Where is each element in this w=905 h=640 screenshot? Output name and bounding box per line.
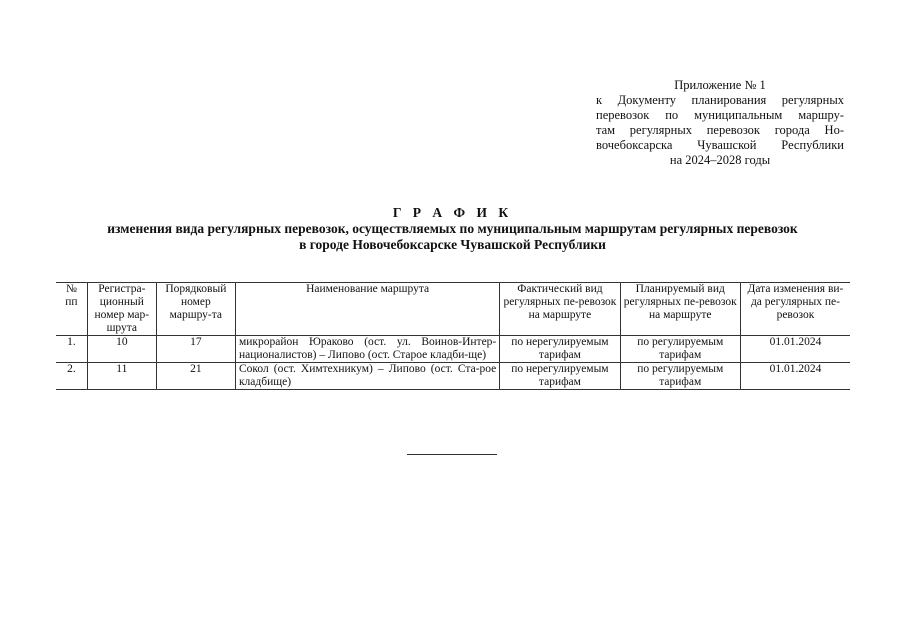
document-title: Г Р А Ф И К [392, 205, 513, 220]
table-row [56, 363, 850, 390]
row-actual-type: по нерегулируемым тарифам [500, 336, 620, 363]
header-route-name: Наименование маршрута [235, 283, 499, 336]
row-change-date: 01.01.2024 [740, 336, 850, 363]
appendix-line: вочебоксарска Чувашской Республики [596, 138, 844, 152]
header-actual-type: Фактический вид регулярных пе-ревозок на маршруте [500, 283, 620, 336]
row-actual-type: по нерегулируемым тарифам [500, 363, 620, 390]
header-change-date: Дата изменения ви-да регулярных пе-ревозок [740, 283, 850, 336]
row-change-date: 01.01.2024 [740, 363, 850, 390]
appendix-line: там регулярных перевозок города Но- [596, 123, 844, 137]
row-registration-number: 11 [87, 363, 156, 390]
header-registration-number: Регистра-ционный номер мар-шрута [87, 283, 156, 336]
schedule-table [56, 282, 850, 390]
appendix-block [596, 78, 844, 168]
appendix-title: Приложение № 1 [674, 78, 766, 92]
appendix-line: перевозок по муниципальным маршру- [596, 108, 844, 122]
row-route-name: Сокол (ост. Химтехникум) – Липово (ост. Ста-рое кладбище) [235, 363, 499, 390]
table-row [56, 336, 850, 363]
document-subtitle: изменения вида регулярных перевозок, осуществляемых по муниципальным маршрутам регулярных перевозок [107, 221, 798, 236]
header-number: № пп [65, 283, 78, 308]
row-number: 2. [67, 363, 76, 375]
row-planned-type: по регулируемым тарифам [620, 336, 740, 363]
appendix-period: на 2024–2028 годы [669, 153, 771, 167]
document-heading [0, 205, 905, 253]
header-planned-type: Планируемый вид регулярных пе-ревозок на маршруте [620, 283, 740, 336]
table-header-row [56, 283, 850, 336]
row-planned-type: по регулируемым тарифам [620, 363, 740, 390]
row-order-number: 17 [156, 336, 235, 363]
appendix-line: к Документу планирования регулярных [596, 93, 844, 107]
header-route-order-number: Порядковый номер маршру-та [156, 283, 235, 336]
row-order-number: 21 [156, 363, 235, 390]
row-number: 1. [67, 336, 76, 348]
end-separator-line [407, 454, 497, 455]
row-registration-number: 10 [87, 336, 156, 363]
row-route-name: микрорайон Юраково (ост. ул. Воинов-Интер-националистов) – Липово (ост. Старое кладби-ще) [235, 336, 499, 363]
document-subtitle-city: в городе Новочебоксарске Чувашской Республики [299, 237, 606, 252]
